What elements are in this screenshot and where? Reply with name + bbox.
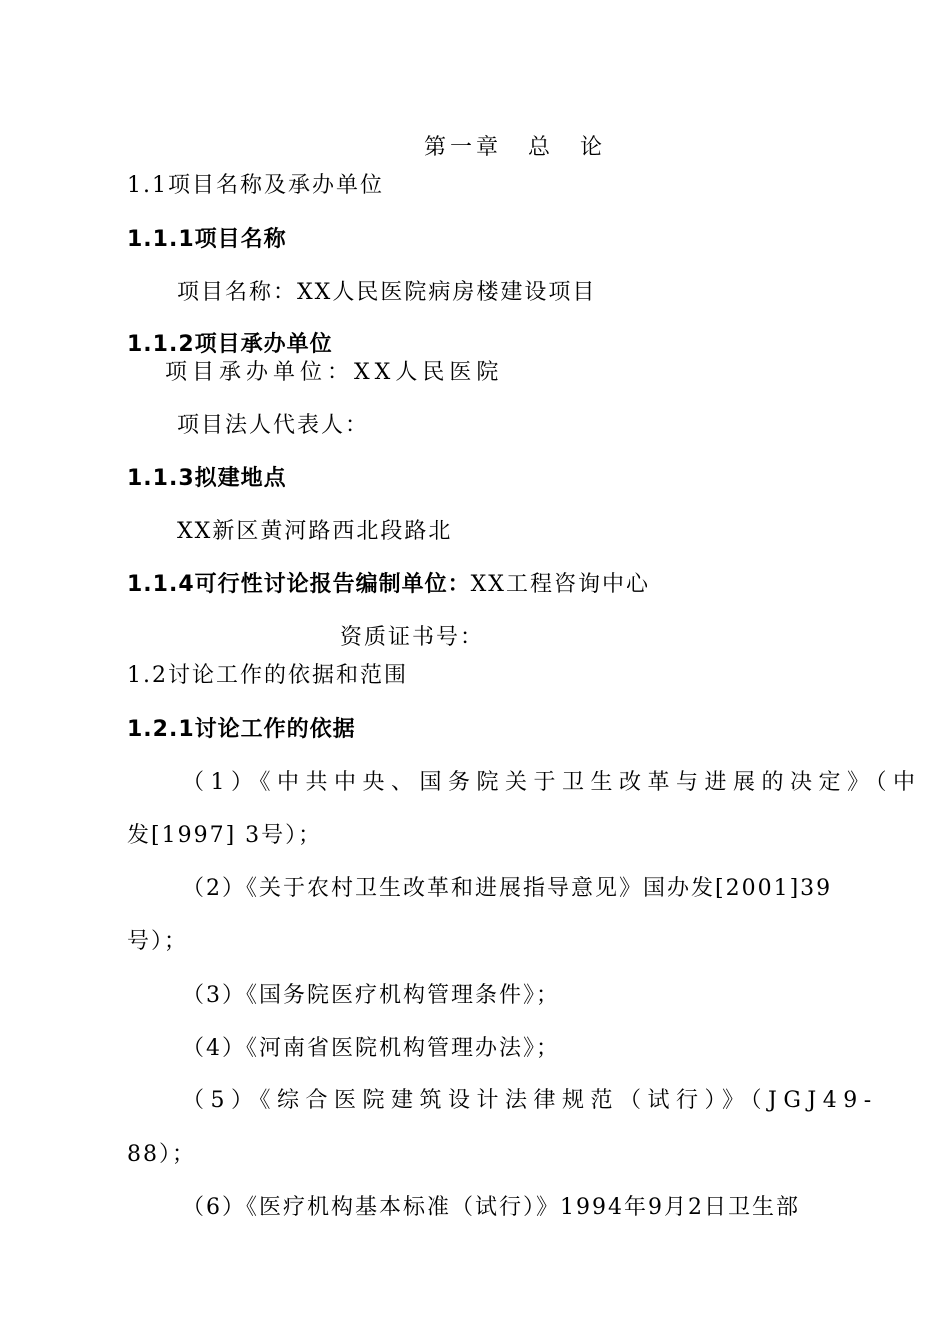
chapter-word-2: 论 xyxy=(580,135,607,160)
basis-item-3: （3）《国务院医疗机构管理条件》； xyxy=(182,983,560,1008)
basis-item-5-line-1: （5）《综合医院建筑设计法律规范（试行）》（JGJ49- xyxy=(182,1088,878,1113)
chapter-title xyxy=(424,134,606,162)
project-name-line: 项目名称：XX人民医院病房楼建设项目 xyxy=(177,280,597,305)
basis-item-4: （4）《河南省医院机构管理办法》； xyxy=(182,1036,560,1061)
basis-item-6: （6）《医疗机构基本标准（试行）》1994年9月2日卫生部 xyxy=(182,1195,800,1220)
basis-item-5-line-2: 88）； xyxy=(127,1142,196,1167)
preparer-value: XX工程咨询中心 xyxy=(470,572,650,597)
basis-item-1-line-1: （1）《中共中央、国务院关于卫生改革与进展的决定》（中 xyxy=(182,770,922,795)
section-1-1-4-line xyxy=(127,571,650,599)
sponsor-line: 项目承办单位：XX人民医院 xyxy=(165,360,504,385)
legal-rep-line: 项目法人代表人： xyxy=(177,413,370,438)
basis-item-2-line-2: 号）； xyxy=(127,929,189,954)
section-1-1-4-heading: 1.1.4可行性讨论报告编制单位： xyxy=(127,572,471,597)
section-1-1-3-heading: 1.1.3拟建地点 xyxy=(127,466,287,491)
site-line: XX新区黄河路西北段路北 xyxy=(177,519,453,544)
certificate-line: 资质证书号： xyxy=(340,625,485,650)
section-1-1-1-heading: 1.1.1项目名称 xyxy=(127,227,287,252)
section-1-2-1-heading: 1.2.1讨论工作的依据 xyxy=(127,717,356,742)
chapter-word-1: 总 xyxy=(528,135,555,160)
chapter-prefix: 第一章 xyxy=(424,135,503,160)
section-1-1-2-heading: 1.1.2项目承办单位 xyxy=(127,332,333,357)
basis-item-2-line-1: （2）《关于农村卫生改革和进展指导意见》国办发[2001]39 xyxy=(182,876,833,901)
section-1-1-heading: 1.1项目名称及承办单位 xyxy=(127,173,384,198)
section-1-2-heading: 1.2讨论工作的依据和范围 xyxy=(127,663,408,688)
basis-item-1-line-2: 发[1997] 3号）； xyxy=(127,823,323,848)
